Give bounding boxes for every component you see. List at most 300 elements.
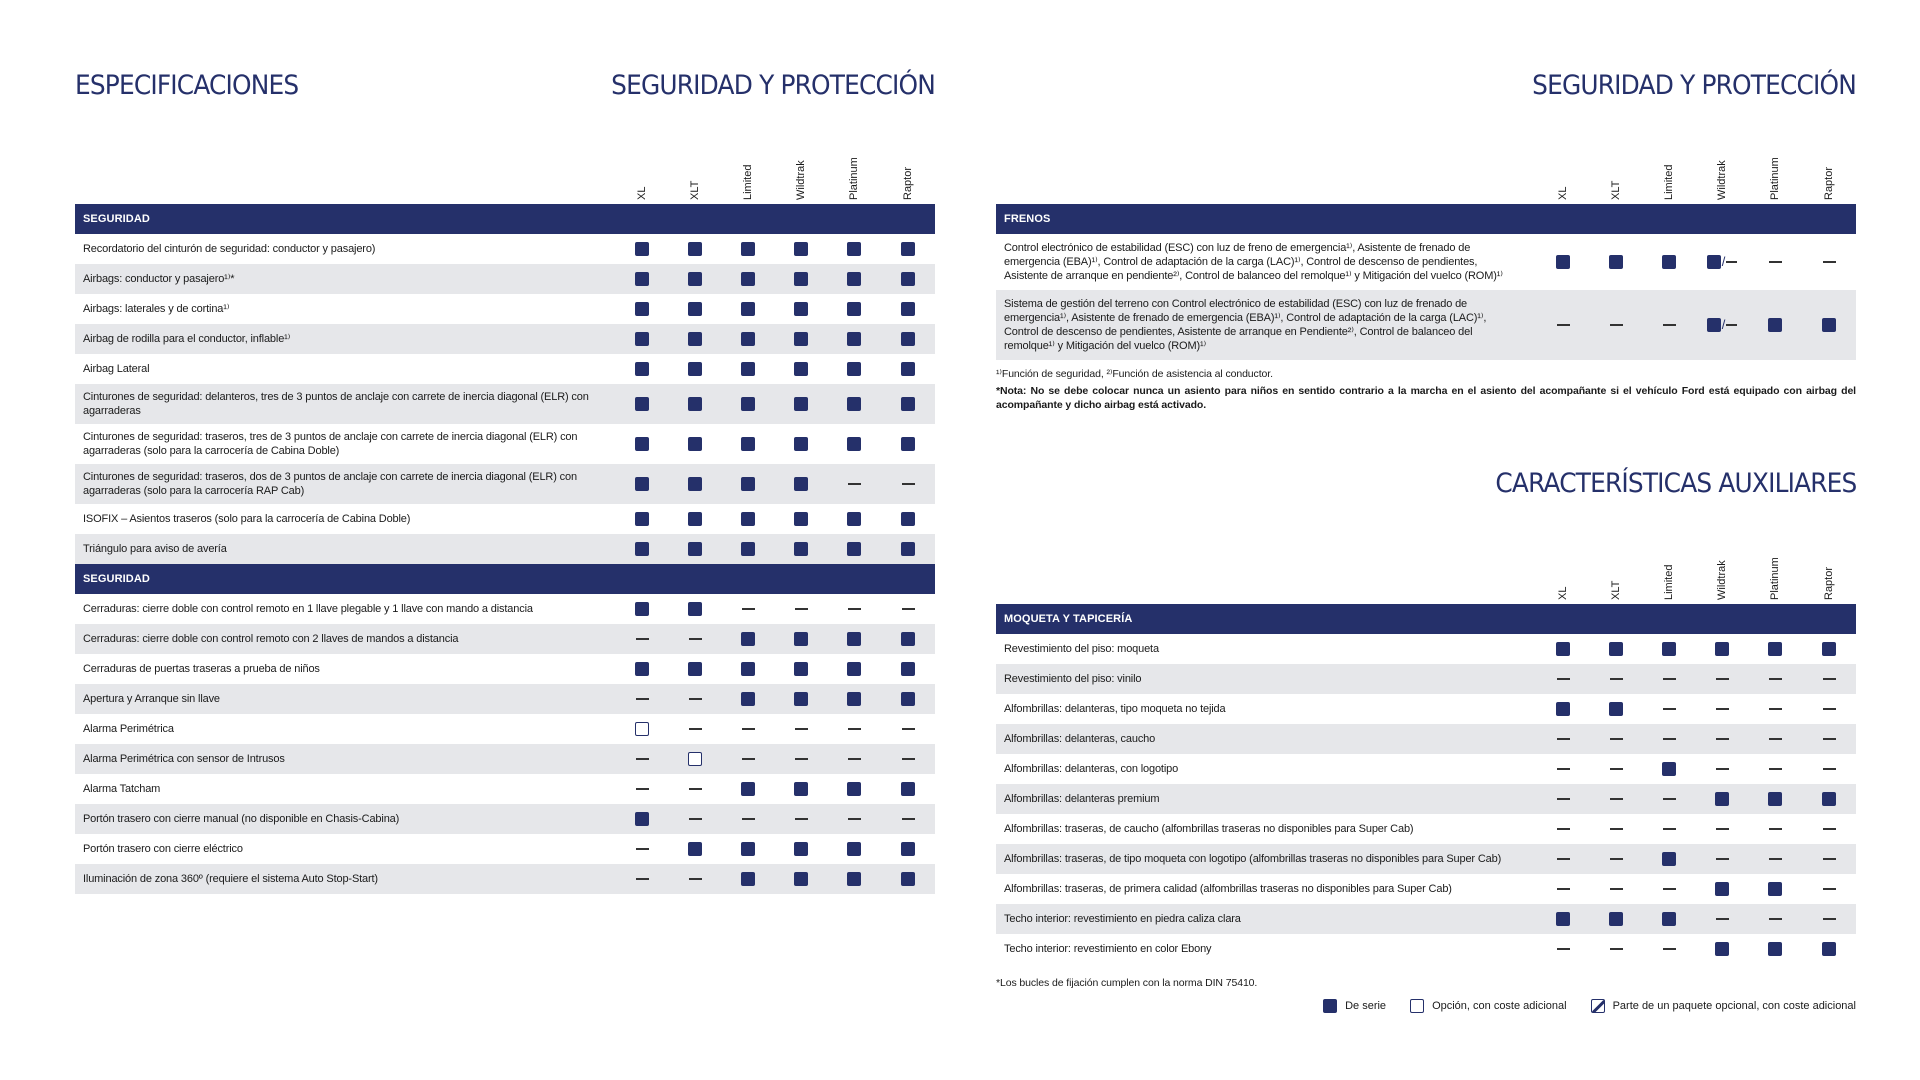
standard-square-icon <box>1323 999 1337 1013</box>
standard-square-icon <box>741 632 755 646</box>
standard-square-icon <box>635 812 649 826</box>
standard-square-icon <box>794 397 808 411</box>
not-available-dash-icon <box>902 728 915 729</box>
standard-square-icon <box>847 692 861 706</box>
availability-cell <box>1705 672 1739 686</box>
standard-square-icon <box>901 397 915 411</box>
standard-square-icon <box>688 602 702 616</box>
standard-square-icon <box>741 362 755 376</box>
not-available-dash-icon <box>1663 888 1676 889</box>
brakes-spec-table <box>996 140 1856 360</box>
not-available-dash-icon <box>1726 261 1737 262</box>
availability-cell <box>1705 792 1739 806</box>
availability-cell <box>678 662 712 676</box>
not-available-dash-icon <box>742 608 755 609</box>
standard-square-icon <box>901 437 915 451</box>
not-available-dash-icon <box>1557 324 1570 325</box>
not-available-dash-icon <box>795 758 808 759</box>
availability-cell <box>837 812 871 826</box>
availability-cell <box>1599 672 1633 686</box>
standard-square-icon <box>741 662 755 676</box>
availability-cell <box>1812 852 1846 866</box>
standard-square-icon <box>635 437 649 451</box>
not-available-dash-icon <box>1769 708 1782 709</box>
availability-cell <box>891 662 925 676</box>
not-available-dash-icon <box>1823 918 1836 919</box>
availability-cell <box>678 397 712 411</box>
availability-cell <box>731 362 765 376</box>
standard-square-icon <box>794 842 808 856</box>
availability-cell <box>1705 942 1739 956</box>
package-square-icon <box>1591 999 1605 1013</box>
not-available-dash-icon <box>1663 708 1676 709</box>
availability-cell <box>1599 882 1633 896</box>
availability-cell <box>625 872 659 886</box>
child-seat-note: *Nota: No se debe colocar nunca un asiento para niños en sentido contrario a la marcha en el asiento del acompañante si el vehículo Ford está equipado con airbag del acompañante y dicho airbag está activado. <box>996 385 1856 411</box>
availability-cell <box>731 512 765 526</box>
availability-cell <box>625 332 659 346</box>
standard-square-icon <box>847 632 861 646</box>
standard-square-icon <box>1768 318 1782 332</box>
not-available-dash-icon <box>1823 678 1836 679</box>
standard-square-icon <box>901 842 915 856</box>
column-header-platinum: Platinum <box>1769 557 1781 600</box>
not-available-dash-icon <box>1823 858 1836 859</box>
availability-cell <box>891 272 925 286</box>
standard-square-icon <box>1707 255 1721 269</box>
not-available-dash-icon <box>1716 738 1729 739</box>
table-row <box>75 324 935 354</box>
standard-square-icon <box>901 872 915 886</box>
not-available-dash-icon <box>1557 678 1570 679</box>
standard-square-icon <box>794 872 808 886</box>
feature-label: Alfombrillas: delanteras, tipo moqueta no tejida <box>1004 703 1226 715</box>
availability-cell <box>837 842 871 856</box>
section-title-aux: CARACTERÍSTICAS AUXILIARES <box>1494 468 1856 499</box>
standard-square-icon <box>847 842 861 856</box>
feature-label: Alfombrillas: traseras, de primera calidad (alfombrillas traseras no disponibles para Super Cab) <box>1004 883 1452 895</box>
not-available-dash-icon <box>1823 261 1836 262</box>
availability-cell <box>837 542 871 556</box>
availability-cell <box>1812 912 1846 926</box>
feature-label: Iluminación de zona 360º (requiere el sistema Auto Stop-Start) <box>83 873 378 885</box>
table-row <box>75 594 935 624</box>
table-row <box>996 634 1856 664</box>
not-available-dash-icon <box>1610 888 1623 889</box>
availability-cell <box>1599 642 1633 656</box>
availability-cell <box>731 662 765 676</box>
not-available-dash-icon <box>1610 678 1623 679</box>
availability-cell <box>731 542 765 556</box>
availability-cell <box>1546 702 1580 716</box>
availability-cell <box>625 512 659 526</box>
availability-cell <box>1599 912 1633 926</box>
standard-square-icon <box>847 302 861 316</box>
availability-cell <box>678 542 712 556</box>
availability-cell <box>837 397 871 411</box>
availability-cell <box>837 662 871 676</box>
standard-square-icon <box>847 542 861 556</box>
standard-square-icon <box>688 302 702 316</box>
availability-cell <box>1812 318 1846 332</box>
standard-square-icon <box>1822 642 1836 656</box>
not-available-dash-icon <box>795 818 808 819</box>
not-available-dash-icon <box>1663 948 1676 949</box>
availability-cell <box>1599 942 1633 956</box>
availability-cell <box>731 602 765 616</box>
availability-cell <box>625 632 659 646</box>
availability-cell <box>1758 318 1792 332</box>
availability-cell <box>784 632 818 646</box>
table-row <box>75 294 935 324</box>
standard-square-icon <box>847 362 861 376</box>
availability-cell <box>1599 822 1633 836</box>
not-available-dash-icon <box>1769 918 1782 919</box>
availability-cell <box>625 437 659 451</box>
availability-cell <box>1652 912 1686 926</box>
availability-cell <box>891 602 925 616</box>
not-available-dash-icon <box>1663 828 1676 829</box>
standard-square-icon <box>688 362 702 376</box>
standard-square-icon <box>688 397 702 411</box>
standard-square-icon <box>1822 942 1836 956</box>
availability-cell <box>837 632 871 646</box>
feature-label: Cinturones de seguridad: traseros, dos de 3 puntos de anclaje con carrete de inercia diagonal (ELR) con agarraderas (solo para la carrocería RAP Cab) <box>83 471 577 497</box>
legend-package-label: Parte de un paquete opcional, con coste adicional <box>1612 1000 1856 1012</box>
standard-square-icon <box>901 362 915 376</box>
not-available-dash-icon <box>742 818 755 819</box>
availability-cell <box>1812 822 1846 836</box>
not-available-dash-icon <box>689 818 702 819</box>
not-available-dash-icon <box>1716 768 1729 769</box>
standard-square-icon <box>1768 642 1782 656</box>
availability-cell <box>1705 642 1739 656</box>
availability-cell <box>731 332 765 346</box>
not-available-dash-icon <box>1769 678 1782 679</box>
standard-square-icon <box>1768 942 1782 956</box>
standard-square-icon <box>901 302 915 316</box>
column-header-row <box>75 140 935 204</box>
availability-cell <box>1758 882 1792 896</box>
standard-square-icon <box>741 397 755 411</box>
not-available-dash-icon <box>1610 948 1623 949</box>
legend <box>1299 999 1856 1013</box>
column-header-row <box>996 140 1856 204</box>
availability-cell <box>1705 822 1739 836</box>
standard-square-icon <box>794 542 808 556</box>
standard-square-icon <box>1715 642 1729 656</box>
feature-label: Alarma Perimétrica con sensor de Intrusos <box>83 753 285 765</box>
standard-square-icon <box>847 872 861 886</box>
availability-cell <box>678 437 712 451</box>
availability-cell <box>1652 318 1686 332</box>
table-row <box>996 874 1856 904</box>
availability-cell <box>731 437 765 451</box>
availability-cell <box>678 512 712 526</box>
standard-square-icon <box>847 397 861 411</box>
not-available-dash-icon <box>1823 738 1836 739</box>
column-header-wildtrak: Wildtrak <box>1716 160 1728 200</box>
not-available-dash-icon <box>689 638 702 639</box>
standard-square-icon <box>1609 642 1623 656</box>
availability-cell <box>784 752 818 766</box>
table-row <box>996 290 1856 360</box>
safety-spec-table <box>75 140 935 894</box>
section-header-moqueta: MOQUETA Y TAPICERÍA <box>996 604 1856 634</box>
availability-cell <box>625 692 659 706</box>
legend-package <box>1591 999 1856 1013</box>
availability-cell <box>1812 702 1846 716</box>
not-available-dash-icon <box>1610 858 1623 859</box>
availability-cell <box>1758 672 1792 686</box>
availability-cell <box>1812 942 1846 956</box>
feature-label: Alfombrillas: delanteras, con logotipo <box>1004 763 1179 775</box>
availability-cell <box>891 542 925 556</box>
availability-cell <box>731 842 765 856</box>
availability-cell <box>1599 732 1633 746</box>
column-header-xl: XL <box>1557 586 1569 600</box>
section-header-frenos: FRENOS <box>996 204 1856 234</box>
standard-square-icon <box>635 302 649 316</box>
availability-cell <box>731 397 765 411</box>
availability-cell <box>1705 732 1739 746</box>
not-available-dash-icon <box>636 878 649 879</box>
not-available-dash-icon <box>848 758 861 759</box>
availability-cell <box>625 602 659 616</box>
availability-cell <box>731 812 765 826</box>
not-available-dash-icon <box>689 878 702 879</box>
not-available-dash-icon <box>848 818 861 819</box>
availability-cell <box>1758 762 1792 776</box>
standard-square-icon <box>901 632 915 646</box>
availability-cell <box>1546 882 1580 896</box>
availability-cell <box>891 477 925 491</box>
standard-square-icon <box>794 362 808 376</box>
table-row <box>996 664 1856 694</box>
availability-cell <box>678 632 712 646</box>
availability-cell <box>891 722 925 736</box>
table-row <box>996 694 1856 724</box>
not-available-dash-icon <box>1557 738 1570 739</box>
section-title-right: SEGURIDAD Y PROTECCIÓN <box>1532 70 1856 101</box>
table-row <box>75 504 935 534</box>
table-row <box>75 354 935 384</box>
availability-cell <box>625 662 659 676</box>
column-header-xlt: XLT <box>689 180 701 200</box>
availability-cell <box>731 692 765 706</box>
column-header-xl: XL <box>636 186 648 200</box>
not-available-dash-icon <box>1823 768 1836 769</box>
availability-cell <box>731 782 765 796</box>
standard-square-icon <box>1715 882 1729 896</box>
availability-cell <box>1812 255 1846 269</box>
standard-square-icon <box>635 332 649 346</box>
not-available-dash-icon <box>1716 918 1729 919</box>
table-row <box>75 464 935 504</box>
availability-cell <box>1546 792 1580 806</box>
standard-square-icon <box>794 437 808 451</box>
availability-cell <box>1546 762 1580 776</box>
standard-square-icon <box>901 272 915 286</box>
availability-cell <box>1652 732 1686 746</box>
availability-cell <box>1812 762 1846 776</box>
table-row <box>75 744 935 774</box>
availability-cell <box>625 477 659 491</box>
not-available-dash-icon <box>1769 858 1782 859</box>
availability-cell <box>1546 852 1580 866</box>
availability-cell <box>837 722 871 736</box>
availability-cell <box>1758 732 1792 746</box>
standard-square-icon <box>847 437 861 451</box>
availability-cell <box>678 842 712 856</box>
standard-square-icon <box>741 512 755 526</box>
not-available-dash-icon <box>1610 768 1623 769</box>
feature-label: Alarma Tatcham <box>83 783 161 795</box>
standard-square-icon <box>1609 255 1623 269</box>
not-available-dash-icon <box>636 848 649 849</box>
standard-square-icon <box>635 242 649 256</box>
table-row <box>75 864 935 894</box>
availability-cell <box>1705 702 1739 716</box>
standard-square-icon <box>635 477 649 491</box>
standard-square-icon <box>688 242 702 256</box>
standard-square-icon <box>635 662 649 676</box>
availability-cell <box>784 437 818 451</box>
feature-label: Airbags: conductor y pasajero¹⁾* <box>83 273 235 285</box>
not-available-dash-icon <box>689 698 702 699</box>
standard-square-icon <box>635 397 649 411</box>
standard-square-icon <box>1822 792 1836 806</box>
not-available-dash-icon <box>1610 738 1623 739</box>
availability-cell <box>784 477 818 491</box>
not-available-dash-icon <box>1769 828 1782 829</box>
availability-cell <box>625 842 659 856</box>
column-header-limited: Limited <box>1663 164 1675 200</box>
availability-cell <box>1705 882 1739 896</box>
standard-square-icon <box>794 242 808 256</box>
availability-cell <box>891 242 925 256</box>
standard-square-icon <box>901 542 915 556</box>
standard-square-icon <box>794 332 808 346</box>
slash-separator-icon: / <box>1721 317 1726 332</box>
availability-cell <box>625 242 659 256</box>
feature-label: Airbag Lateral <box>83 363 150 375</box>
not-available-dash-icon <box>1823 828 1836 829</box>
availability-cell <box>1652 762 1686 776</box>
legend-option-label: Opción, con coste adicional <box>1432 1000 1567 1012</box>
availability-cell <box>625 782 659 796</box>
upholstery-spec-table <box>996 540 1856 964</box>
table-row <box>75 654 935 684</box>
availability-cell <box>837 872 871 886</box>
not-available-dash-icon <box>1610 798 1623 799</box>
not-available-dash-icon <box>902 608 915 609</box>
not-available-dash-icon <box>689 788 702 789</box>
legend-option <box>1410 999 1567 1013</box>
availability-cell <box>891 842 925 856</box>
column-header-platinum: Platinum <box>1769 157 1781 200</box>
availability-cell <box>678 362 712 376</box>
table-row <box>996 814 1856 844</box>
availability-cell <box>678 272 712 286</box>
not-available-dash-icon <box>902 818 915 819</box>
availability-cell <box>1546 732 1580 746</box>
feature-label: Portón trasero con cierre eléctrico <box>83 843 243 855</box>
not-available-dash-icon <box>1557 768 1570 769</box>
availability-cell <box>731 632 765 646</box>
feature-label: Techo interior: revestimiento en color Ebony <box>1004 943 1212 955</box>
column-header-row <box>996 540 1856 604</box>
standard-square-icon <box>741 272 755 286</box>
availability-cell <box>1812 732 1846 746</box>
standard-square-icon <box>635 272 649 286</box>
standard-square-icon <box>901 512 915 526</box>
availability-cell <box>784 512 818 526</box>
availability-cell <box>784 692 818 706</box>
availability-cell <box>678 602 712 616</box>
availability-cell <box>1599 792 1633 806</box>
standard-square-icon <box>1822 318 1836 332</box>
availability-cell <box>784 842 818 856</box>
standard-square-icon <box>635 512 649 526</box>
availability-cell <box>784 272 818 286</box>
standard-square-icon <box>1609 702 1623 716</box>
availability-cell <box>678 332 712 346</box>
availability-cell <box>891 782 925 796</box>
standard-square-icon <box>1715 942 1729 956</box>
standard-square-icon <box>688 512 702 526</box>
table-row <box>996 904 1856 934</box>
table-row <box>996 934 1856 964</box>
table-row <box>996 234 1856 290</box>
standard-square-icon <box>741 302 755 316</box>
not-available-dash-icon <box>902 758 915 759</box>
availability-cell <box>1652 702 1686 716</box>
availability-cell <box>1599 318 1633 332</box>
option-square-icon <box>1410 999 1424 1013</box>
availability-cell <box>1758 642 1792 656</box>
standard-square-icon <box>741 872 755 886</box>
standard-square-icon <box>635 542 649 556</box>
availability-cell <box>837 437 871 451</box>
standard-square-icon <box>1715 792 1729 806</box>
availability-cell <box>837 692 871 706</box>
availability-cell <box>784 602 818 616</box>
availability-cell <box>837 602 871 616</box>
availability-cell <box>731 477 765 491</box>
availability-cell <box>1599 762 1633 776</box>
availability-cell <box>837 362 871 376</box>
availability-cell <box>891 752 925 766</box>
standard-square-icon <box>901 782 915 796</box>
availability-cell <box>1758 942 1792 956</box>
availability-cell <box>1812 792 1846 806</box>
not-available-dash-icon <box>1769 261 1782 262</box>
feature-label: Cerraduras de puertas traseras a prueba de niños <box>83 663 320 675</box>
standard-square-icon <box>1662 852 1676 866</box>
availability-cell <box>784 362 818 376</box>
table-row <box>75 834 935 864</box>
column-header-wildtrak: Wildtrak <box>1716 560 1728 600</box>
availability-cell <box>1705 762 1739 776</box>
not-available-dash-icon <box>1716 858 1729 859</box>
availability-cell <box>1758 822 1792 836</box>
feature-label: Cerraduras: cierre doble con control remoto en 1 llave plegable y 1 llave con mando a distancia <box>83 603 533 615</box>
availability-cell <box>625 302 659 316</box>
standard-square-icon <box>741 477 755 491</box>
availability-cell <box>1812 672 1846 686</box>
standard-square-icon <box>741 437 755 451</box>
